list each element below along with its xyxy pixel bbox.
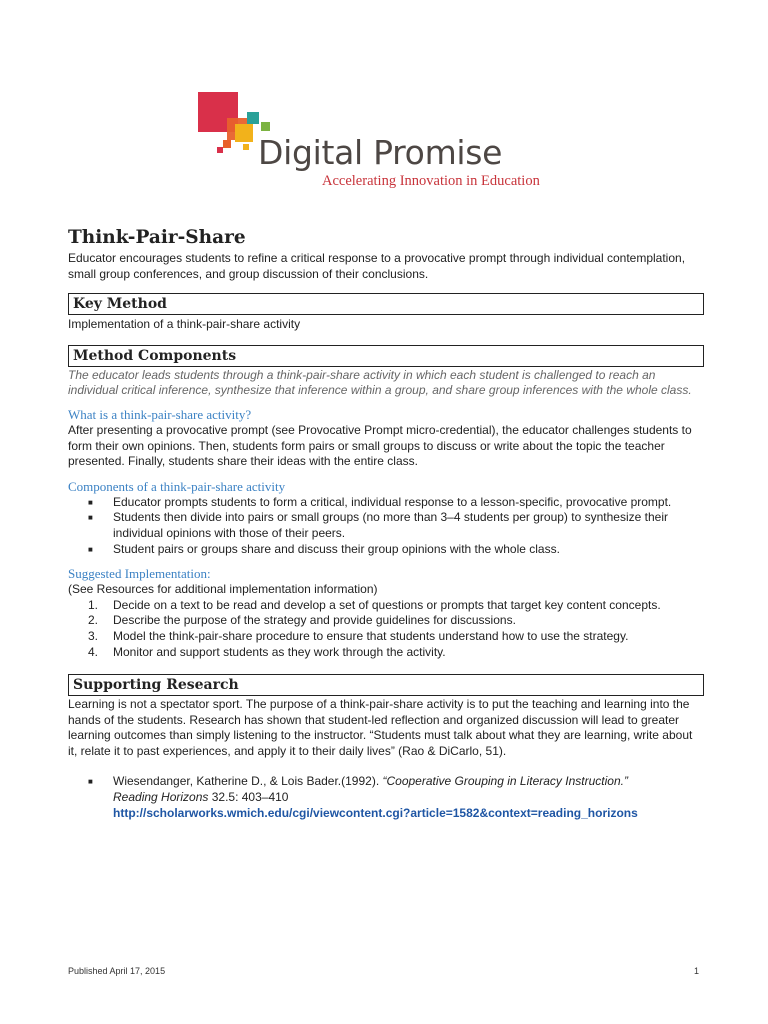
document-body (68, 226, 704, 821)
supporting-research-heading: Supporting Research (68, 674, 704, 696)
published-date: Published April 17, 2015 (68, 966, 166, 976)
key-method-text: Implementation of a think-pair-share activity (68, 317, 301, 332)
digital-promise-logo (195, 92, 595, 192)
reference-link[interactable]: http://scholarworks.wmich.edu/cgi/viewcontent.cgi?article=1582&context=reading_horizons (113, 805, 638, 820)
what-is-heading: What is a think-pair-share activity? (68, 406, 252, 422)
logo-square-small-orange (223, 140, 231, 148)
method-components-heading: Method Components (68, 345, 704, 367)
reference-journal: Reading Horizons (113, 790, 209, 805)
reference-volume: 32.5: 403–410 (208, 790, 289, 805)
components-list (68, 495, 704, 557)
intro-text: Educator encourages students to refine a critical response to a provocative prompt through individual contemplation, small group conferences, and group discussion of their conclusions. (68, 251, 686, 281)
logo-tagline: Accelerating Innovation in Education (322, 173, 540, 189)
bullet-icon: ■ (88, 497, 93, 507)
logo-square-green (261, 122, 270, 131)
list-item: 3. Model the think-pair-share procedure to ensure that students understand how to use the strategy. (88, 628, 629, 643)
logo-square-tiny-yellow (243, 144, 249, 150)
reference-authors: Wiesendanger, Katherine D., & Lois Bader.(1992). (113, 774, 383, 789)
list-item: ■ Educator prompts students to form a critical, individual response to a lesson-specific, provocative prompt. (88, 494, 672, 509)
reference-item (68, 774, 704, 821)
logo-title: Digital Promise (258, 133, 503, 172)
list-item: 1. Decide on a text to be read and develop a set of questions or prompts that target key content concepts. (88, 597, 661, 612)
implementation-note: (See Resources for additional implementation information) (68, 582, 378, 597)
reference-title: “Cooperative Grouping in Literacy Instruction.” (382, 774, 628, 789)
implementation-heading: Suggested Implementation: (68, 566, 211, 582)
implementation-steps (68, 598, 704, 660)
list-item: 4. Monitor and support students as they work through the activity. (88, 644, 446, 659)
list-item: ■ Student pairs or groups share and discuss their group opinions with the whole class. (88, 541, 560, 556)
bullet-icon: ■ (88, 544, 93, 554)
list-item: 2. Describe the purpose of the strategy and provide guidelines for discussions. (88, 613, 516, 628)
research-text: Learning is not a spectator sport. The purpose of a think-pair-share activity is to put the teaching and learning into the hands of the students. Research has shown that student-led reflection and organized discussion will lead to greater learning outcomes than simply listening to the instructor. “Students must talk about what they are learning, write about it, relate it to past experiences, and apply it to their daily lives” (Rao & DiCarlo, 51). (68, 697, 693, 758)
logo-square-yellow (235, 124, 253, 142)
what-is-text: After presenting a provocative prompt (see Provocative Prompt micro-credential), the educator challenges students to form their own opinions. Then, students form pairs or small groups to discuss or write about the topic the teacher presented. Finally, students share their ideas with the entire class. (68, 422, 692, 469)
reference-list (68, 774, 704, 821)
method-summary: The educator leads students through a think-pair-share activity in which each student is challenged to reach an individual critical inference, synthesize that inference within a group, and share group inferences with the whole class. (68, 367, 692, 398)
bullet-icon: ■ (88, 777, 93, 787)
logo-square-small-red (217, 147, 223, 153)
components-heading: Components of a think-pair-share activity (68, 478, 286, 494)
key-method-heading: Key Method (68, 293, 704, 315)
bullet-icon: ■ (88, 513, 93, 523)
list-item: ■ Students then divide into pairs or small groups (no more than 3–4 students per group) to synthesize their individual opinions with those of their peers. (88, 510, 668, 540)
logo-square-teal (247, 112, 259, 124)
page-number: 1 (694, 966, 700, 976)
page-title: Think-Pair-Share (68, 227, 246, 248)
